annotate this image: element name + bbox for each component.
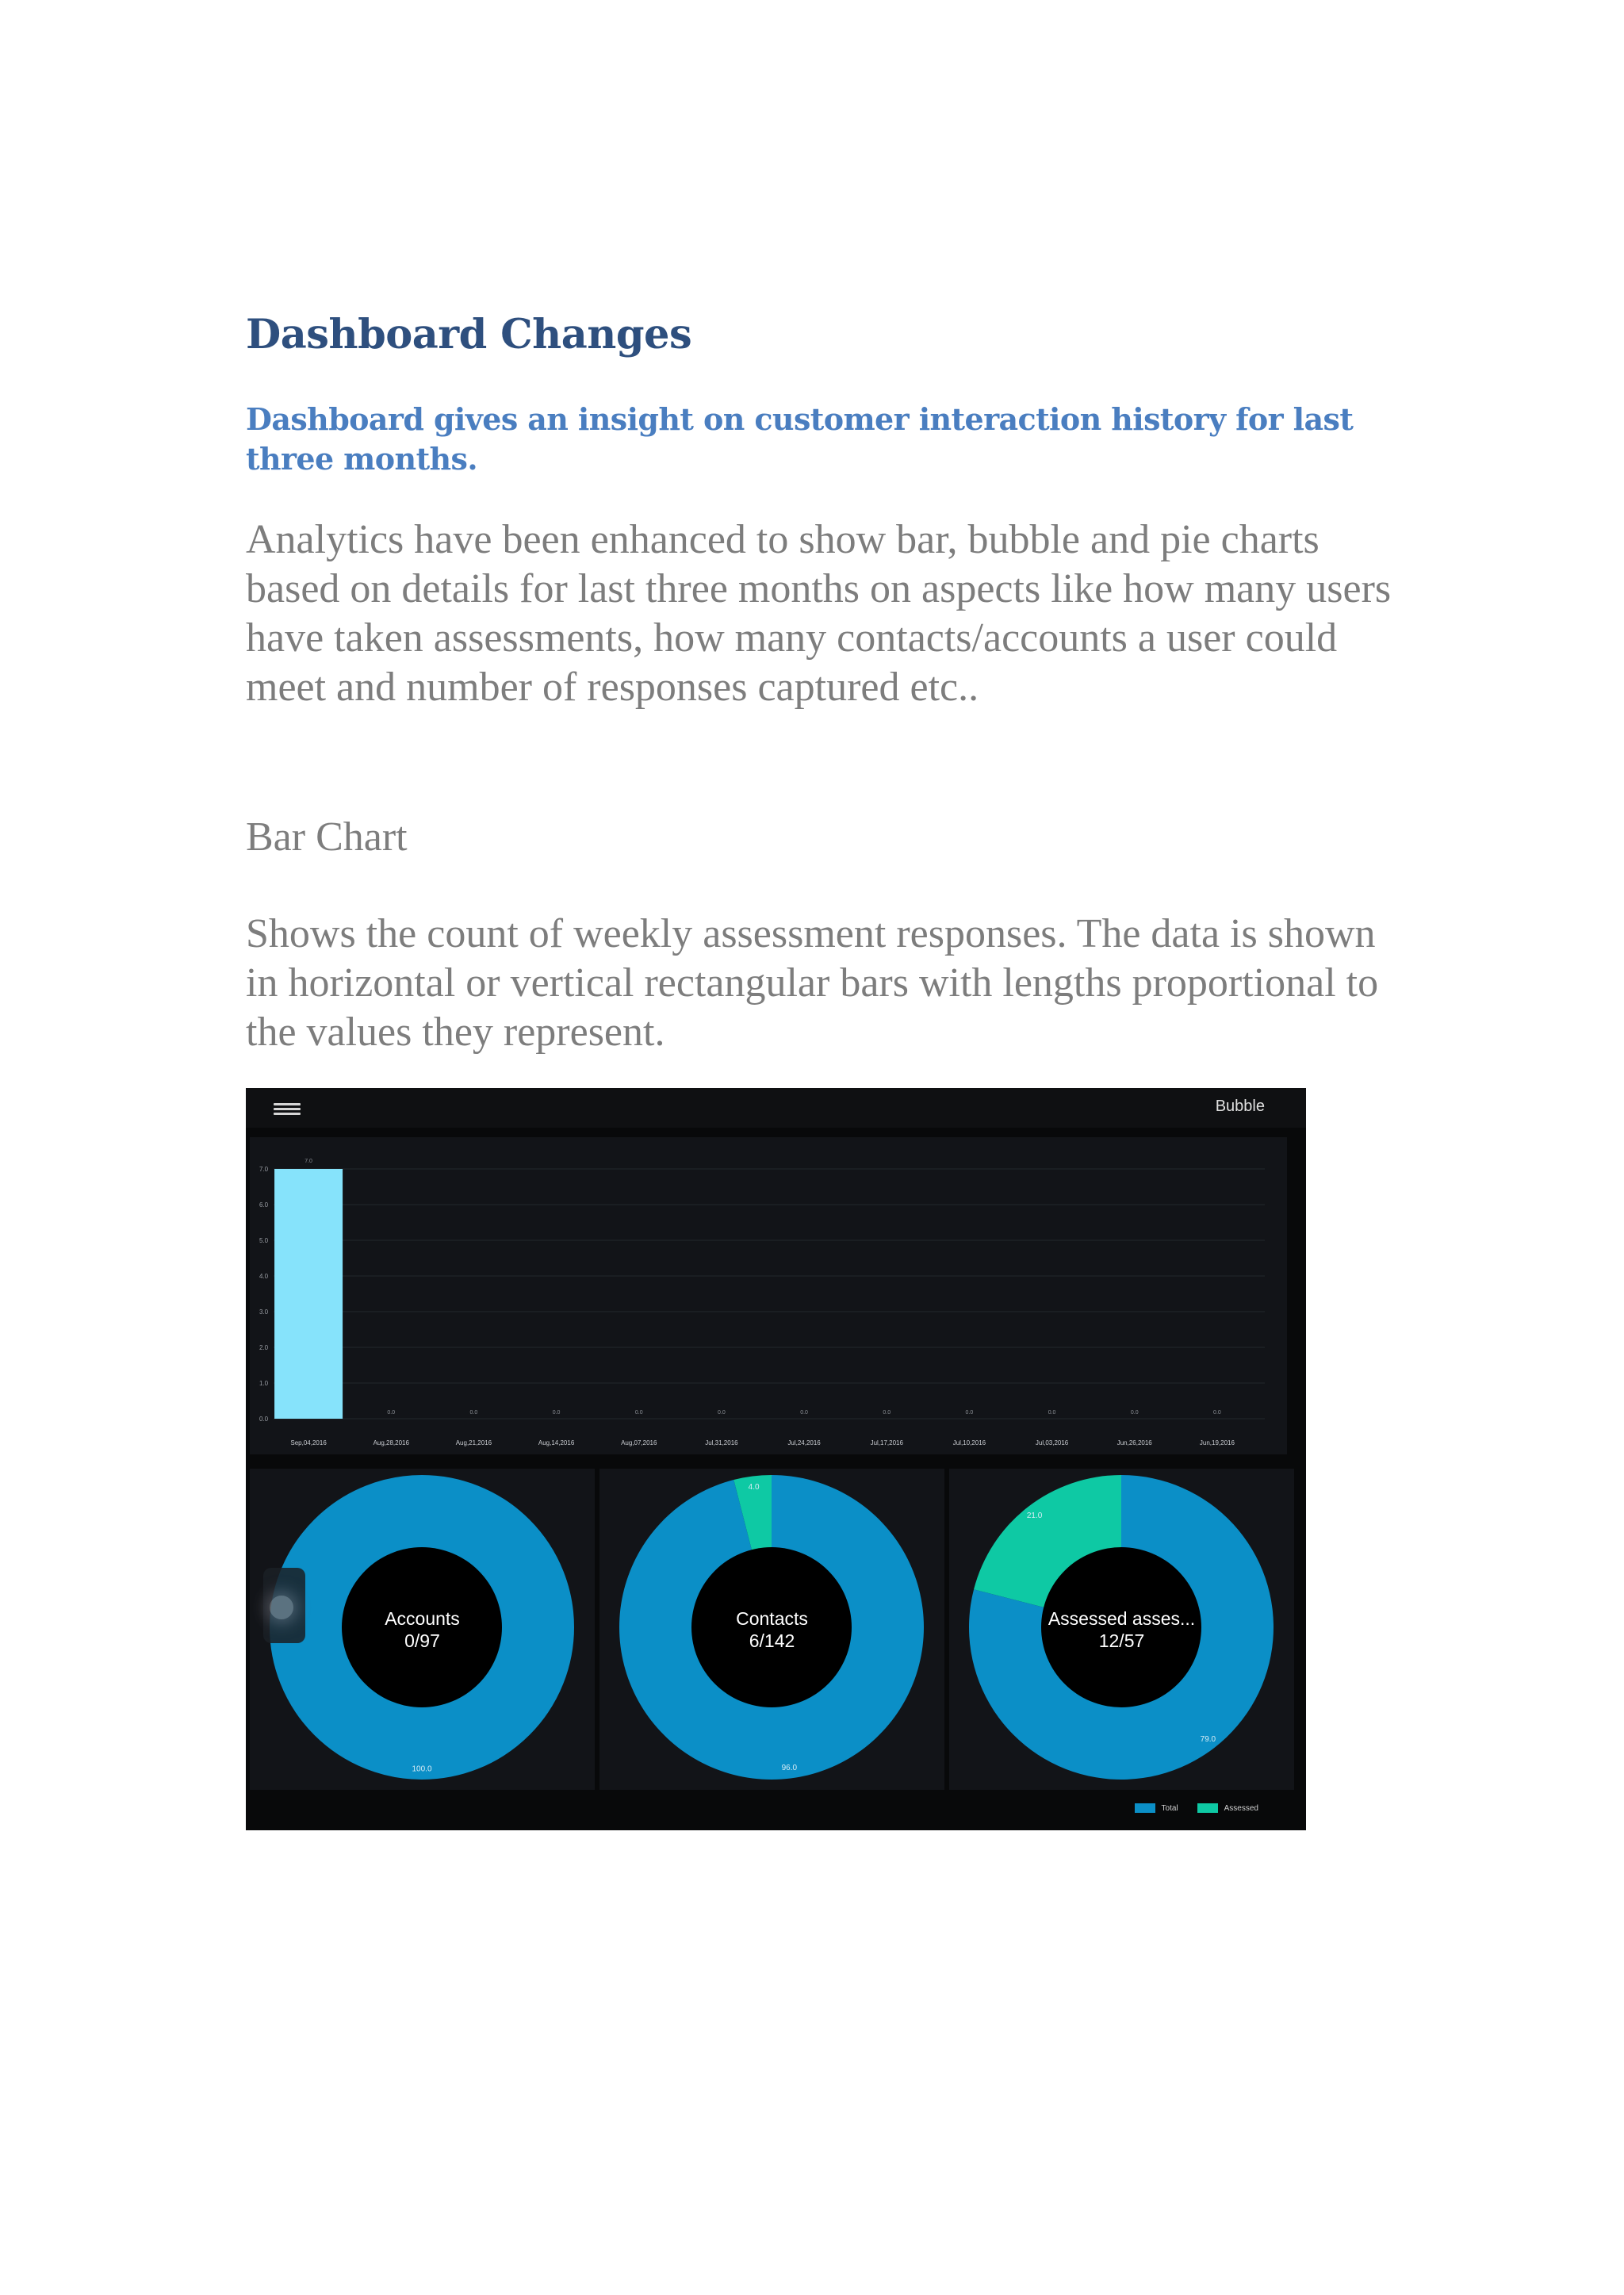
bar[interactable]	[274, 1169, 343, 1419]
bar-data-label: 0.0	[1213, 1410, 1221, 1416]
bar-data-label: 0.0	[387, 1410, 396, 1416]
x-tick-label: Jun,26,2016	[1116, 1439, 1152, 1446]
donut-slice-label: 4.0	[748, 1482, 760, 1492]
bar-data-label: 0.0	[1048, 1410, 1056, 1416]
x-tick-label: Jul,10,2016	[952, 1439, 986, 1446]
document-title: Dashboard Changes	[246, 311, 692, 358]
bar-data-label: 0.0	[1130, 1410, 1139, 1416]
bar-data-label: 0.0	[718, 1410, 726, 1416]
bar-data-label: 0.0	[469, 1410, 478, 1416]
accounts-donut-center-label: Accounts	[385, 1608, 460, 1629]
accounts-donut-center-value: 0/97	[404, 1630, 440, 1651]
bar-data-label: 0.0	[883, 1410, 891, 1416]
dashboard-screenshot	[246, 1088, 1306, 1830]
x-tick-label: Jun,19,2016	[1199, 1439, 1235, 1446]
intro-paragraph: Analytics have been enhanced to show bar, bubble and pie charts based on details for last three months on aspects like how many users have taken assessments, how many contacts/accounts a user could meet and number of responses captured etc..	[246, 517, 1392, 710]
legend-swatch-assessed	[1197, 1803, 1218, 1813]
x-tick-label: Aug,21,2016	[455, 1439, 492, 1446]
y-tick-label: 0.0	[259, 1416, 269, 1423]
bar-data-label: 0.0	[634, 1410, 643, 1416]
x-tick-label: Jul,03,2016	[1035, 1439, 1069, 1446]
document-subtitle: Dashboard gives an insight on customer interaction history for last three months.	[246, 401, 1354, 477]
x-tick-label: Jul,31,2016	[705, 1439, 738, 1446]
donut-slice-label: 96.0	[781, 1764, 798, 1773]
hamburger-menu-icon[interactable]	[274, 1103, 301, 1116]
assessments-donut-center-value: 12/57	[1098, 1630, 1145, 1651]
bar-chart	[250, 1137, 1287, 1454]
x-tick-label: Aug,28,2016	[373, 1439, 409, 1446]
y-tick-label: 7.0	[259, 1166, 269, 1173]
y-tick-label: 4.0	[259, 1273, 269, 1280]
y-tick-label: 1.0	[259, 1380, 269, 1387]
legend-swatch-total	[1135, 1803, 1155, 1813]
y-tick-label: 3.0	[259, 1308, 269, 1316]
x-tick-label: Jul,17,2016	[870, 1439, 903, 1446]
contacts-donut-panel	[599, 1469, 944, 1790]
x-tick-label: Aug,07,2016	[621, 1439, 657, 1446]
donut-slice-label: 100.0	[412, 1764, 432, 1774]
y-tick-label: 5.0	[259, 1237, 269, 1244]
legend-item-total	[1135, 1803, 1178, 1813]
bar-data-label: 0.0	[552, 1410, 561, 1416]
bar-chart-description: Shows the count of weekly assessment responses. The data is shown in horizontal or vertical rectangular bars with lengths proportional to the values they represent.	[246, 911, 1379, 1055]
bar-chart-panel	[250, 1137, 1287, 1454]
x-tick-label: Sep,04,2016	[290, 1439, 327, 1446]
donut-slice-label: 79.0	[1200, 1735, 1216, 1745]
x-tick-label: Aug,14,2016	[538, 1439, 575, 1446]
legend-label-total: Total	[1161, 1803, 1178, 1813]
y-tick-label: 2.0	[259, 1344, 269, 1351]
bar-chart-heading: Bar Chart	[246, 814, 408, 860]
legend-item-assessed	[1197, 1803, 1258, 1813]
bar-data-label: 0.0	[965, 1410, 974, 1416]
assessments-donut-center-label: Assessed asses...	[1048, 1608, 1196, 1629]
floating-handle[interactable]	[263, 1568, 305, 1643]
chart-legend	[1135, 1803, 1258, 1813]
bar-data-label: 0.0	[800, 1410, 808, 1416]
y-tick-label: 6.0	[259, 1201, 269, 1209]
contacts-donut-center-label: Contacts	[736, 1608, 808, 1629]
x-tick-label: Jul,24,2016	[787, 1439, 821, 1446]
bubble-chart-link[interactable]: Bubble	[1215, 1098, 1265, 1115]
dashboard-topbar	[246, 1088, 1306, 1128]
contacts-donut-center-value: 6/142	[749, 1630, 795, 1651]
legend-label-assessed: Assessed	[1224, 1803, 1258, 1813]
donut-slice-label: 21.0	[1026, 1511, 1043, 1520]
bar-data-label: 7.0	[304, 1159, 312, 1164]
assessments-donut-panel	[949, 1469, 1294, 1790]
